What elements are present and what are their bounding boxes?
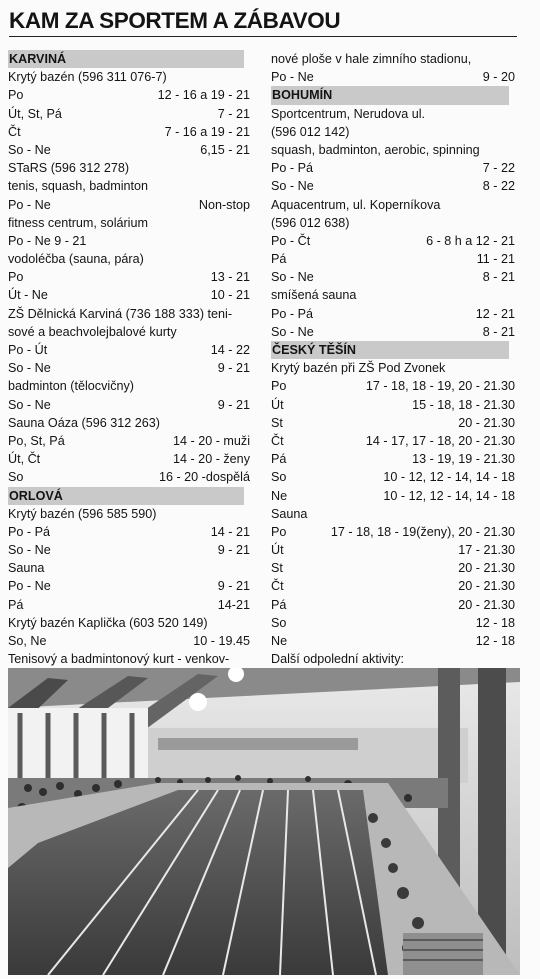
schedule-row	[8, 432, 250, 450]
schedule-row	[8, 596, 250, 614]
venue-label-text: Další odpolední aktivity:	[271, 652, 405, 667]
schedule-days: Út	[271, 543, 284, 558]
schedule-row	[271, 396, 515, 414]
schedule-row	[8, 196, 250, 214]
schedule-row	[8, 359, 250, 377]
schedule-row	[271, 414, 515, 432]
schedule-days: Po - Ne	[8, 197, 51, 212]
schedule-days: Po, St, Pá	[8, 433, 65, 448]
schedule-hours: 11 - 21	[476, 252, 515, 267]
indoor-swimming-pool-photo	[8, 668, 520, 975]
schedule-days: Po	[271, 379, 287, 394]
schedule-row	[271, 614, 515, 632]
right-column	[271, 50, 515, 705]
venue-label	[271, 359, 515, 377]
schedule-hours: 12 - 18	[475, 634, 515, 648]
venue-label	[271, 50, 515, 68]
schedule-row	[8, 123, 250, 141]
schedule-hours: 14 - 17, 17 - 18, 20 - 21.30	[365, 433, 515, 448]
venue-label	[271, 105, 515, 123]
schedule-days: Po	[8, 88, 24, 103]
schedule-days: Čt	[8, 124, 21, 139]
venue-label	[8, 559, 250, 577]
schedule-days: Út - Ne	[8, 288, 48, 303]
schedule-days: Pá	[271, 452, 287, 467]
venue-label-text: ZŠ Dělnická Karviná (736 188 333) teni-	[8, 306, 233, 321]
schedule-hours: 14 - 22	[210, 343, 250, 357]
venue-label	[8, 323, 250, 341]
schedule-row	[8, 105, 250, 123]
schedule-days: Po	[271, 524, 287, 539]
venue-label-text: vodoléčba (sauna, pára)	[8, 252, 144, 267]
schedule-row	[271, 232, 515, 250]
schedule-hours: 10 - 21	[210, 288, 250, 303]
schedule-row	[8, 468, 250, 486]
schedule-row	[271, 577, 515, 595]
schedule-hours: 13 - 19, 19 - 21.30	[412, 452, 515, 467]
schedule-days: So, Ne	[8, 634, 47, 648]
venue-label	[271, 650, 515, 668]
schedule-days: Po - Ne	[271, 70, 314, 85]
schedule-hours: 17 - 21.30	[458, 543, 515, 558]
schedule-days: So - Ne	[271, 270, 314, 285]
venue-label-text: tenis, squash, badminton	[8, 179, 149, 194]
schedule-hours: 8 - 21	[482, 324, 515, 339]
venue-label-text: Sauna	[271, 506, 308, 521]
venue-label	[8, 305, 250, 323]
schedule-hours: 8 - 21	[482, 270, 515, 285]
schedule-row	[271, 432, 515, 450]
schedule-row	[271, 559, 515, 577]
pool-photo	[8, 668, 520, 975]
schedule-row	[271, 250, 515, 268]
schedule-hours: 6,15 - 21	[200, 142, 250, 157]
schedule-row	[271, 377, 515, 395]
venue-label-text: sové a beachvolejbalové kurty	[8, 324, 177, 339]
schedule-hours: 9 - 21	[217, 543, 250, 558]
schedule-hours: 9 - 20	[482, 70, 515, 85]
venue-label-text: Tenisový a badmintonový kurt - venkov-	[8, 652, 230, 667]
venue-label-text: Sauna Oáza (596 312 263)	[8, 415, 160, 430]
schedule-days: St	[271, 415, 283, 430]
schedule-hours: 13 - 21	[210, 270, 250, 285]
venue-label	[8, 505, 250, 523]
schedule-row	[271, 305, 515, 323]
venue-label	[8, 414, 250, 432]
venue-label-text: Sauna	[8, 561, 45, 576]
left-column	[8, 50, 250, 705]
schedule-hours: 17 - 18, 18 - 19, 20 - 21.30	[365, 379, 515, 394]
venue-label-text: badminton (tělocvičny)	[8, 379, 134, 394]
schedule-row	[271, 632, 515, 650]
schedule-hours: 7 - 16 a 19 - 21	[164, 124, 250, 139]
schedule-row	[271, 159, 515, 177]
schedule-hours: 12 - 16 a 19 - 21	[157, 88, 250, 103]
venue-label-text: STaRS (596 312 278)	[8, 161, 130, 176]
venue-label	[8, 377, 250, 395]
venue-label	[8, 177, 250, 195]
venue-label	[8, 214, 250, 232]
schedule-days: So - Ne	[8, 142, 51, 157]
schedule-row	[8, 577, 250, 595]
schedule-hours: 7 - 22	[482, 161, 515, 176]
schedule-row	[271, 468, 515, 486]
schedule-row	[271, 177, 515, 195]
venue-label	[271, 123, 515, 141]
schedule-days: So	[8, 470, 24, 485]
schedule-hours: 7 - 21	[217, 106, 250, 121]
section-heading-cesky-tesin: ČESKÝ TĚŠÍN	[271, 341, 509, 359]
section-heading-karvina: KARVINÁ	[8, 50, 244, 68]
schedule-hours: 20 - 21.30	[458, 597, 515, 612]
schedule-hours: 20 - 21.30	[458, 415, 515, 430]
schedule-hours: 14 - 21	[210, 524, 250, 539]
schedule-days: So	[271, 615, 287, 630]
venue-label	[8, 68, 250, 86]
schedule-days: Ne	[271, 634, 288, 648]
schedule-hours: 9 - 21	[217, 361, 250, 376]
schedule-days: So - Ne	[271, 324, 314, 339]
schedule-row	[8, 523, 250, 541]
schedule-hours: 15 - 18, 18 - 21.30	[412, 397, 515, 412]
schedule-days: Po - Čt	[271, 233, 311, 248]
schedule-days: Po	[8, 270, 24, 285]
schedule-days: Čt	[271, 433, 284, 448]
schedule-row	[271, 487, 515, 505]
schedule-row	[8, 341, 250, 359]
venue-label	[8, 650, 250, 668]
schedule-days: Po - Pá	[271, 161, 313, 176]
venue-label	[271, 286, 515, 304]
schedule-hours: 20 - 21.30	[458, 561, 515, 576]
schedule-hours: 14 - 20 - ženy	[172, 452, 250, 467]
schedule-hours: 14 - 20 - muži	[173, 433, 250, 448]
schedule-days: Po - Pá	[271, 306, 313, 321]
section-heading-bohumin: BOHUMÍN	[271, 86, 509, 104]
venue-label-text: (596 012 638)	[271, 215, 350, 230]
schedule-days: So - Ne	[8, 543, 51, 558]
venue-label-text: squash, badminton, aerobic, spinning	[271, 142, 480, 157]
schedule-row	[8, 450, 250, 468]
schedule-hours: 16 - 20 -dospělá	[158, 470, 250, 485]
venue-label-text: Krytý bazén při ZŠ Pod Zvonek	[271, 361, 446, 376]
schedule-days: Út, Čt	[8, 452, 41, 467]
schedule-days: Po - Pá	[8, 524, 50, 539]
venue-label	[8, 614, 250, 632]
schedule-row	[8, 268, 250, 286]
schedule-days: Po - Út	[8, 343, 48, 357]
schedule-hours: 9 - 21	[217, 579, 250, 594]
schedule-row	[8, 232, 250, 250]
venue-label-text: Krytý bazén (596 311 076-7)	[8, 70, 167, 85]
schedule-hours: 10 - 12, 12 - 14, 14 - 18	[383, 488, 515, 503]
schedule-days: Po - Ne	[8, 579, 51, 594]
schedule-row	[8, 286, 250, 304]
schedule-days: Út, St, Pá	[8, 106, 62, 121]
schedule-row	[8, 396, 250, 414]
schedule-hours: 8 - 22	[482, 179, 515, 194]
schedule-days: Čt	[271, 579, 284, 594]
venue-label-text: nové ploše v hale zimního stadionu,	[271, 52, 472, 66]
schedule-hours: 14-21	[217, 597, 250, 612]
schedule-row	[8, 632, 250, 650]
schedule-days: So - Ne	[8, 361, 51, 376]
title-rule	[9, 36, 517, 37]
schedule-days: Po - Ne 9 - 21	[8, 233, 87, 248]
schedule-row	[271, 541, 515, 559]
venue-label-text: Krytý bazén (596 585 590)	[8, 506, 157, 521]
venue-label	[271, 505, 515, 523]
schedule-hours: 9 - 21	[217, 397, 250, 412]
schedule-row	[271, 450, 515, 468]
schedule-days: Pá	[271, 252, 287, 267]
page-title: KAM ZA SPORTEM A ZÁBAVOU	[9, 8, 341, 33]
schedule-row	[271, 323, 515, 341]
venue-label-text: smíšená sauna	[271, 288, 357, 303]
venue-label	[8, 159, 250, 177]
schedule-days: So - Ne	[271, 179, 314, 194]
schedule-hours: 10 - 19.45	[193, 634, 250, 648]
schedule-row	[8, 141, 250, 159]
schedule-days: So	[271, 470, 287, 485]
schedule-row	[271, 523, 515, 541]
venue-label-text: fitness centrum, solárium	[8, 215, 148, 230]
venue-label	[8, 250, 250, 268]
schedule-days: Pá	[8, 597, 24, 612]
schedule-row	[8, 86, 250, 104]
venue-label-text: Aquacentrum, ul. Koperníkova	[271, 197, 441, 212]
venue-label	[271, 214, 515, 232]
schedule-hours: 20 - 21.30	[458, 579, 515, 594]
venue-label-text: Krytý bazén Kaplička (603 520 149)	[8, 615, 208, 630]
schedule-row	[271, 268, 515, 286]
venue-label-text: Sportcentrum, Nerudova ul.	[271, 106, 425, 121]
section-heading-orlova: ORLOVÁ	[8, 487, 244, 505]
schedule-days: Út	[271, 397, 284, 412]
schedule-row	[271, 68, 515, 86]
venue-label	[271, 141, 515, 159]
schedule-hours: 6 - 8 h a 12 - 21	[426, 233, 515, 248]
schedule-hours: 17 - 18, 18 - 19(ženy), 20 - 21.30	[330, 524, 515, 539]
venue-label	[271, 196, 515, 214]
schedule-hours: 12 - 21	[475, 306, 515, 321]
schedule-days: St	[271, 561, 283, 576]
schedule-days: Pá	[271, 597, 287, 612]
schedule-days: So - Ne	[8, 397, 51, 412]
venue-label-text: (596 012 142)	[271, 124, 350, 139]
schedule-hours: 12 - 18	[475, 615, 515, 630]
schedule-hours: 10 - 12, 12 - 14, 14 - 18	[383, 470, 515, 485]
schedule-row	[8, 541, 250, 559]
schedule-row	[271, 596, 515, 614]
schedule-days: Ne	[271, 488, 288, 503]
schedule-hours: Non-stop	[198, 197, 250, 212]
